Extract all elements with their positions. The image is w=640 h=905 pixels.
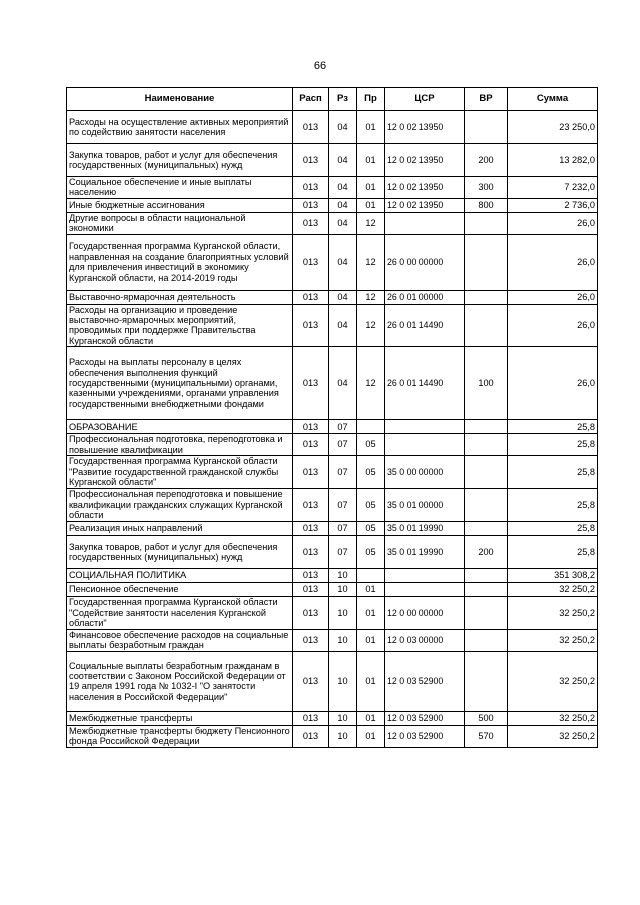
- cell-name: Профессиональная переподготовка и повышение квалификации гражданских служащих Курганской области: [67, 489, 293, 522]
- table-row: [67, 290, 598, 304]
- cell-pr: 01: [357, 597, 385, 630]
- cell-sum: 32 250,2: [508, 630, 598, 652]
- table-row: [67, 177, 598, 199]
- cell-csr: 12 0 02 13950: [385, 198, 465, 212]
- cell-sum: 2 736,0: [508, 198, 598, 212]
- cell-pr: 01: [357, 144, 385, 177]
- cell-rz: 10: [329, 569, 357, 583]
- cell-pr: 01: [357, 177, 385, 199]
- cell-pr: 01: [357, 630, 385, 652]
- cell-rz: 07: [329, 420, 357, 434]
- cell-name: Финансовое обеспечение расходов на социальные выплаты безработным граждан: [67, 630, 293, 652]
- cell-rz: 10: [329, 711, 357, 725]
- cell-csr: 12 0 03 52900: [385, 651, 465, 711]
- cell-sum: 7 232,0: [508, 177, 598, 199]
- cell-vr: 200: [465, 144, 508, 177]
- cell-pr: 12: [357, 347, 385, 420]
- cell-pr: 01: [357, 725, 385, 747]
- cell-rasp: 013: [293, 212, 329, 234]
- cell-name: Пенсионное обеспечение: [67, 583, 293, 597]
- cell-name: Реализация иных направлений: [67, 522, 293, 536]
- cell-vr: [465, 290, 508, 304]
- cell-rasp: 013: [293, 522, 329, 536]
- table-row: [67, 456, 598, 489]
- cell-sum: 26,0: [508, 212, 598, 234]
- cell-rz: 07: [329, 434, 357, 456]
- cell-vr: [465, 212, 508, 234]
- cell-sum: 351 308,2: [508, 569, 598, 583]
- cell-pr: 05: [357, 536, 385, 569]
- cell-rz: 04: [329, 144, 357, 177]
- cell-rz: 04: [329, 212, 357, 234]
- cell-rasp: 013: [293, 290, 329, 304]
- cell-sum: 26,0: [508, 290, 598, 304]
- table-row: [67, 630, 598, 652]
- cell-rasp: 013: [293, 651, 329, 711]
- cell-csr: 12 0 03 52900: [385, 725, 465, 747]
- cell-name: Расходы на выплаты персоналу в целях обеспечения выполнения функций государственными (муниципальными) органами, казенными учреждениями, органами управления государственными внебюджетными фондами: [67, 347, 293, 420]
- cell-pr: 01: [357, 111, 385, 144]
- cell-name: Расходы на осуществление активных мероприятий по содействию занятости населения: [67, 111, 293, 144]
- cell-csr: 26 0 00 00000: [385, 234, 465, 290]
- table-row: [67, 583, 598, 597]
- header-name: Наименование: [67, 88, 293, 111]
- cell-name: Социальные выплаты безработным гражданам в соответствии с Законом Российской Федерации от 19 апреля 1991 года № 1032-I "О занятости населения в Российской Федерации": [67, 651, 293, 711]
- table-row: [67, 234, 598, 290]
- cell-sum: 26,0: [508, 347, 598, 420]
- header-rasp: Расп: [293, 88, 329, 111]
- cell-rasp: 013: [293, 198, 329, 212]
- cell-csr: 35 0 01 19990: [385, 536, 465, 569]
- cell-pr: 12: [357, 212, 385, 234]
- cell-rz: 04: [329, 347, 357, 420]
- cell-csr: [385, 420, 465, 434]
- cell-sum: 26,0: [508, 304, 598, 347]
- cell-rz: 04: [329, 234, 357, 290]
- cell-name: Другие вопросы в области национальной экономики: [67, 212, 293, 234]
- cell-vr: [465, 597, 508, 630]
- cell-rz: 04: [329, 111, 357, 144]
- cell-rz: 04: [329, 304, 357, 347]
- cell-rz: 04: [329, 198, 357, 212]
- table-row: [67, 420, 598, 434]
- cell-vr: 200: [465, 536, 508, 569]
- cell-rasp: 013: [293, 347, 329, 420]
- cell-rz: 10: [329, 583, 357, 597]
- cell-pr: 05: [357, 522, 385, 536]
- cell-sum: 32 250,2: [508, 583, 598, 597]
- cell-vr: [465, 630, 508, 652]
- table-row: [67, 569, 598, 583]
- cell-vr: [465, 420, 508, 434]
- cell-vr: [465, 434, 508, 456]
- cell-csr: 12 0 00 00000: [385, 597, 465, 630]
- cell-csr: [385, 569, 465, 583]
- cell-rasp: 013: [293, 711, 329, 725]
- cell-name: СОЦИАЛЬНАЯ ПОЛИТИКА: [67, 569, 293, 583]
- cell-pr: 12: [357, 304, 385, 347]
- cell-pr: 12: [357, 290, 385, 304]
- cell-sum: 25,8: [508, 489, 598, 522]
- cell-name: Закупка товаров, работ и услуг для обеспечения государственных (муниципальных) нужд: [67, 144, 293, 177]
- cell-csr: 12 0 02 13950: [385, 144, 465, 177]
- cell-sum: 25,8: [508, 420, 598, 434]
- table-row: [67, 651, 598, 711]
- cell-name: Государственная программа Курганской области "Содействие занятости населения Курганской области": [67, 597, 293, 630]
- table-row: [67, 347, 598, 420]
- cell-name: Социальное обеспечение и иные выплаты населению: [67, 177, 293, 199]
- header-pr: Пр: [357, 88, 385, 111]
- cell-csr: 12 0 02 13950: [385, 177, 465, 199]
- cell-rasp: 013: [293, 144, 329, 177]
- budget-table: [66, 87, 598, 748]
- cell-name: Межбюджетные трансферты бюджету Пенсионного фонда Российской Федерации: [67, 725, 293, 747]
- cell-csr: [385, 434, 465, 456]
- cell-vr: [465, 234, 508, 290]
- cell-sum: 32 250,2: [508, 711, 598, 725]
- cell-name: Межбюджетные трансферты: [67, 711, 293, 725]
- cell-rz: 10: [329, 725, 357, 747]
- cell-rasp: 013: [293, 583, 329, 597]
- cell-csr: 26 0 01 14490: [385, 347, 465, 420]
- cell-sum: 32 250,2: [508, 725, 598, 747]
- cell-sum: 25,8: [508, 456, 598, 489]
- cell-csr: 35 0 01 19990: [385, 522, 465, 536]
- cell-rasp: 013: [293, 434, 329, 456]
- cell-vr: 570: [465, 725, 508, 747]
- cell-vr: 800: [465, 198, 508, 212]
- cell-name: Профессиональная подготовка, переподготовка и повышение квалификации: [67, 434, 293, 456]
- cell-pr: 05: [357, 456, 385, 489]
- cell-vr: 300: [465, 177, 508, 199]
- cell-csr: 26 0 01 14490: [385, 304, 465, 347]
- cell-rasp: 013: [293, 111, 329, 144]
- cell-name: Расходы на организацию и проведение выставочно-ярмарочных мероприятий, проводимых при поддержке Правительства Курганской области: [67, 304, 293, 347]
- cell-rz: 07: [329, 536, 357, 569]
- cell-vr: [465, 583, 508, 597]
- cell-pr: 12: [357, 234, 385, 290]
- cell-pr: 01: [357, 198, 385, 212]
- cell-vr: [465, 111, 508, 144]
- cell-rasp: 013: [293, 569, 329, 583]
- cell-rz: 07: [329, 456, 357, 489]
- cell-rz: 10: [329, 630, 357, 652]
- cell-pr: 01: [357, 651, 385, 711]
- table-row: [67, 725, 598, 747]
- cell-vr: [465, 651, 508, 711]
- header-row: [67, 88, 598, 111]
- cell-csr: [385, 583, 465, 597]
- table-row: [67, 144, 598, 177]
- table-row: [67, 212, 598, 234]
- cell-rasp: 013: [293, 630, 329, 652]
- cell-sum: 25,8: [508, 434, 598, 456]
- table-row: [67, 597, 598, 630]
- cell-vr: 100: [465, 347, 508, 420]
- cell-rasp: 013: [293, 420, 329, 434]
- table-row: [67, 198, 598, 212]
- cell-rz: 07: [329, 522, 357, 536]
- cell-rasp: 013: [293, 234, 329, 290]
- cell-csr: 35 0 01 00000: [385, 489, 465, 522]
- cell-csr: 12 0 02 13950: [385, 111, 465, 144]
- table-row: [67, 434, 598, 456]
- cell-rasp: 013: [293, 536, 329, 569]
- header-vr: ВР: [465, 88, 508, 111]
- cell-rasp: 013: [293, 489, 329, 522]
- cell-sum: 23 250,0: [508, 111, 598, 144]
- header-rz: Рз: [329, 88, 357, 111]
- cell-pr: 01: [357, 711, 385, 725]
- cell-csr: 12 0 03 00000: [385, 630, 465, 652]
- cell-csr: [385, 212, 465, 234]
- cell-csr: 12 0 03 52900: [385, 711, 465, 725]
- cell-sum: 32 250,2: [508, 597, 598, 630]
- cell-rasp: 013: [293, 177, 329, 199]
- cell-rz: 07: [329, 489, 357, 522]
- cell-rasp: 013: [293, 456, 329, 489]
- cell-vr: [465, 522, 508, 536]
- cell-vr: [465, 456, 508, 489]
- cell-vr: [465, 304, 508, 347]
- table-row: [67, 711, 598, 725]
- cell-name: Иные бюджетные ассигнования: [67, 198, 293, 212]
- cell-pr: [357, 569, 385, 583]
- cell-name: Государственная программа Курганской области, направленная на создание благоприятных условий для привлечения инвестиций в экономику Курганской области, на 2014-2019 годы: [67, 234, 293, 290]
- cell-csr: 26 0 01 00000: [385, 290, 465, 304]
- cell-name: Государственная программа Курганской области "Развитие государственной гражданской службы Курганской области": [67, 456, 293, 489]
- cell-rasp: 013: [293, 597, 329, 630]
- table-row: [67, 536, 598, 569]
- cell-rz: 04: [329, 177, 357, 199]
- cell-rz: 04: [329, 290, 357, 304]
- cell-rasp: 013: [293, 304, 329, 347]
- cell-name: ОБРАЗОВАНИЕ: [67, 420, 293, 434]
- cell-csr: 35 0 00 00000: [385, 456, 465, 489]
- cell-pr: 05: [357, 489, 385, 522]
- header-csr: ЦСР: [385, 88, 465, 111]
- cell-name: Выставочно-ярмарочная деятельность: [67, 290, 293, 304]
- cell-vr: [465, 489, 508, 522]
- cell-rasp: 013: [293, 725, 329, 747]
- table-row: [67, 304, 598, 347]
- page-number: 66: [313, 60, 327, 72]
- cell-sum: 32 250,2: [508, 651, 598, 711]
- cell-rz: 10: [329, 597, 357, 630]
- header-sum: Сумма: [508, 88, 598, 111]
- cell-pr: 01: [357, 583, 385, 597]
- table-row: [67, 111, 598, 144]
- cell-sum: 26,0: [508, 234, 598, 290]
- table-row: [67, 489, 598, 522]
- cell-sum: 25,8: [508, 536, 598, 569]
- cell-sum: 25,8: [508, 522, 598, 536]
- cell-pr: 05: [357, 434, 385, 456]
- cell-vr: 500: [465, 711, 508, 725]
- cell-pr: [357, 420, 385, 434]
- cell-vr: [465, 569, 508, 583]
- cell-rz: 10: [329, 651, 357, 711]
- cell-name: Закупка товаров, работ и услуг для обеспечения государственных (муниципальных) нужд: [67, 536, 293, 569]
- cell-sum: 13 282,0: [508, 144, 598, 177]
- table-row: [67, 522, 598, 536]
